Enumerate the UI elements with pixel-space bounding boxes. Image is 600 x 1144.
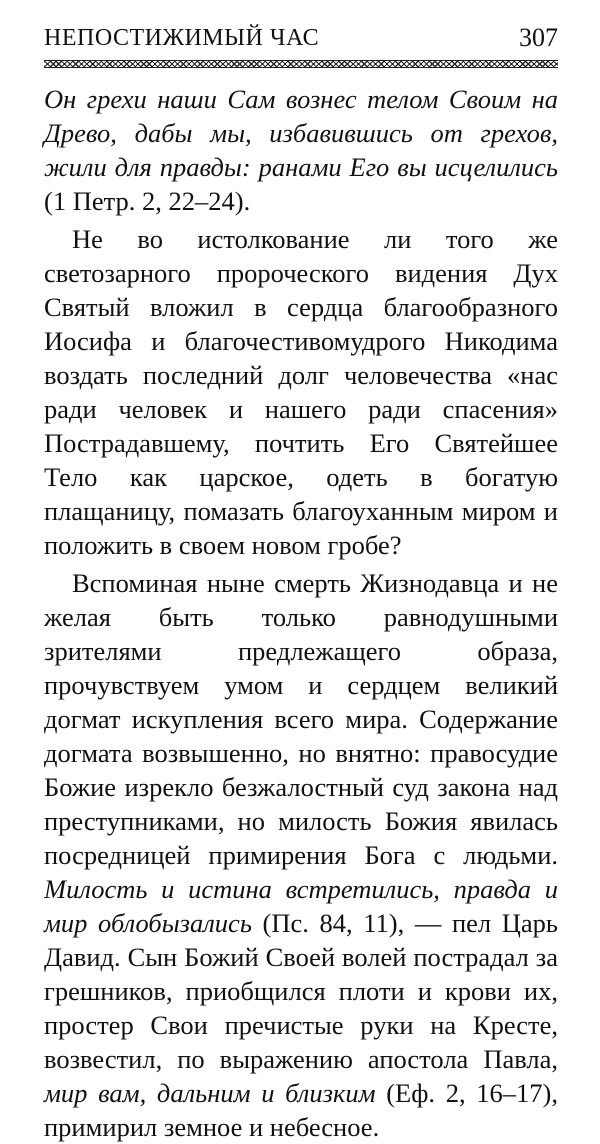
paragraph-3-text-3: (Еф. 2, 16–17), примирил земное и небесное.: [44, 1078, 558, 1142]
paragraph-3-text-1: Вспоминая ныне смерть Жизнодавца и не желая быть только равнодушными зрителями предлежащего образа, прочувствуем умом и сердцем великий догмат искупления всего мира. Содержание догмата возвышенно, но внятно: правосудие Божие изрекло безжалостный суд закона над преступниками, но милость Божия явилась посредницей примирения Бога с людьми.: [44, 568, 558, 870]
ephesians-quote: мир вам, дальним и близким: [44, 1078, 376, 1108]
paragraph-3-text-2: (Пс. 84, 11), — пел Царь Давид. Сын Божий Своей волей пострадал за грешников, приобщился плоти и крови их, простер Свои пречистые руки на Кресте, возвестил, по выражению апостола Павла,: [44, 908, 559, 1074]
scripture-reference: (1 Петр. 2, 22–24).: [44, 186, 251, 216]
page-number: 307: [519, 23, 558, 52]
psalm-quote: Милость и истина встретились, правда и мир облобызались: [44, 874, 558, 938]
book-page: [44, 22, 558, 1144]
paragraph-3: [44, 566, 558, 1144]
running-header: [44, 22, 558, 60]
body-text: [44, 82, 558, 1144]
paragraph-2: Не во истолкование ли того же светозарного пророческого видения Дух Святый вложил в сердца благообразного Иосифа и благочестивомудрого Никодима воздать последний долг человечества «нас ради человек и нашего ради спасения» Пострадавшему, почтить Его Святейшее Тело как царское, одеть в богатую плащаницу, помазать благоуханным миром и положить в своем новом гробе?: [44, 224, 558, 560]
scripture-quote: Он грехи наши Сам вознес телом Своим на Древо, дабы мы, избавившись от грехов, жили для правды: ранами Его вы исцелились: [44, 84, 558, 182]
ornamental-rule: [44, 60, 558, 68]
paragraph-1: [44, 82, 558, 218]
running-title: НЕПОСТИЖИМЫЙ ЧАС: [44, 25, 320, 51]
